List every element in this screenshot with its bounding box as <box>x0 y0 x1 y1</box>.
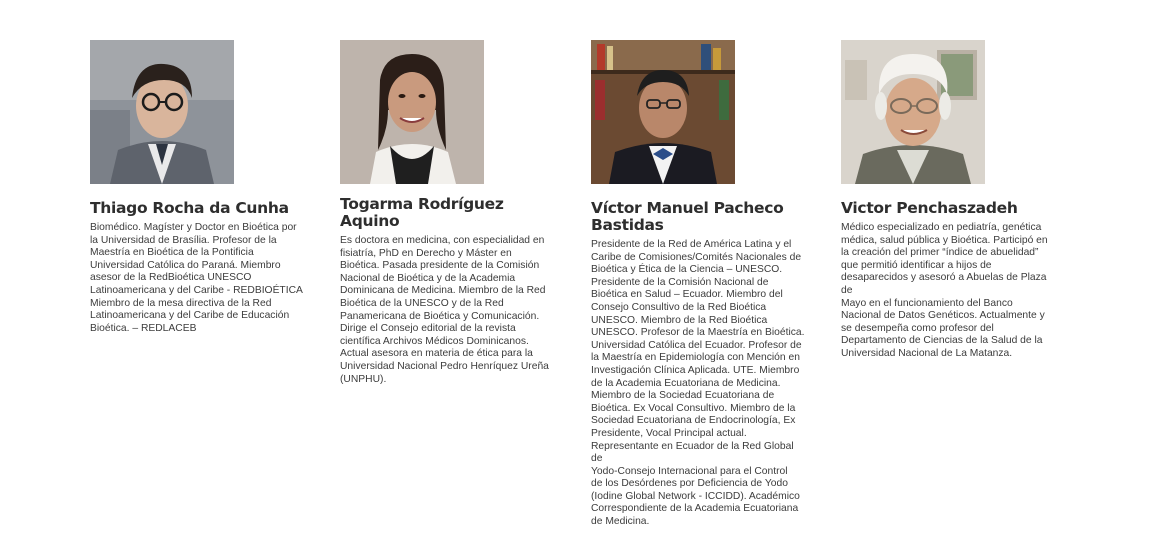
portrait-photo-victor-pacheco <box>591 40 735 184</box>
person-name: Togarma Rodríguez Aquino <box>340 195 504 230</box>
person-card-togarma <box>340 40 555 386</box>
person-bio: Médico especializado en pediatría, genética médica, salud pública y Bioética. Participó en la creación del primer “índice de abuelidad” que permitió identificar a hijos de desaparecidos y asesoró a Abuelas de Plaza de Mayo en el funcionamiento del Banco Nacional de Datos Genéticos. Actualmente y se desempeña como profesor del Departamento de Ciencias de la Salud de la Universidad Nacional de La Matanza. <box>841 222 1048 359</box>
person-name: Thiago Rocha da Cunha <box>90 199 289 217</box>
person-name: Victor Penchaszadeh <box>841 199 1018 217</box>
portrait-photo-thiago <box>90 40 234 184</box>
person-bio: Es doctora en medicina, con especialidad en fisiatría, PhD en Derecho y Máster en Bioética. Pasada presidente de la Comisión Nacional de Bioética y de la Academia Dominicana de Medicina. Miembro de la Red Bioética de la UNESCO y de la Red Panamericana de Bioética y Comunicación. Dirige el Consejo editorial de la revista científica Archivos Médicos Dominicanos. Actual asesora en materia de ética para la Universidad Nacional Pedro Henríquez Ureña (UNPHU). <box>340 235 549 385</box>
person-card-thiago <box>90 40 305 335</box>
person-name: Víctor Manuel Pacheco Bastidas <box>591 199 784 234</box>
portrait-photo-victor-penchaszadeh <box>841 40 985 184</box>
person-card-victor-pacheco <box>591 40 806 529</box>
person-bio: Biomédico. Magíster y Doctor en Bioética por la Universidad de Brasília. Profesor de la Maestría en Bioética de la Pontificia Universidad Católica do Paraná. Miembro asesor de la RedBioética UNESCO Latinoamericana y del Caribe - REDBIOÉTICA Miembro de la mesa directiva de la Red Latinoamericana y del Caribe de Educación Bioética. – REDLACEB <box>90 222 303 334</box>
portrait-photo-togarma <box>340 40 484 184</box>
person-bio: Presidente de la Red de América Latina y el Caribe de Comisiones/Comités Nacionales de Bioética y Ética de la Ciencia – UNESCO. Presidente de la Comisión Nacional de Bioética en Salud – Ecuador. Miembro del Consejo Consultivo de la Red Bioética UNESCO. Miembro de la Red Bioética UNESCO. Profesor de la Maestría en Bioética. Universidad Católica del Ecuador. Profesor de la Maestría en Epidemiología con Mención en Investigación Clínica Aplicada. UTE. Miembro de la Academia Ecuatoriana de Medicina. Miembro de la Sociedad Ecuatoriana de Bioética. Ex Vocal Consultivo. Miembro de la Sociedad Ecuatoriana de Endocrinología, Ex Presidente, Vocal Principal actual. Representante en Ecuador de la Red Global de Yodo-Consejo Internacional para el Control de los Desórdenes por Deficiencia de Yodo (Iodine Global Network - ICCIDD). Académico Correspondiente de la Academia Ecuatoriana de Medicina. <box>591 239 805 528</box>
person-card-victor-penchaszadeh <box>841 40 1056 361</box>
